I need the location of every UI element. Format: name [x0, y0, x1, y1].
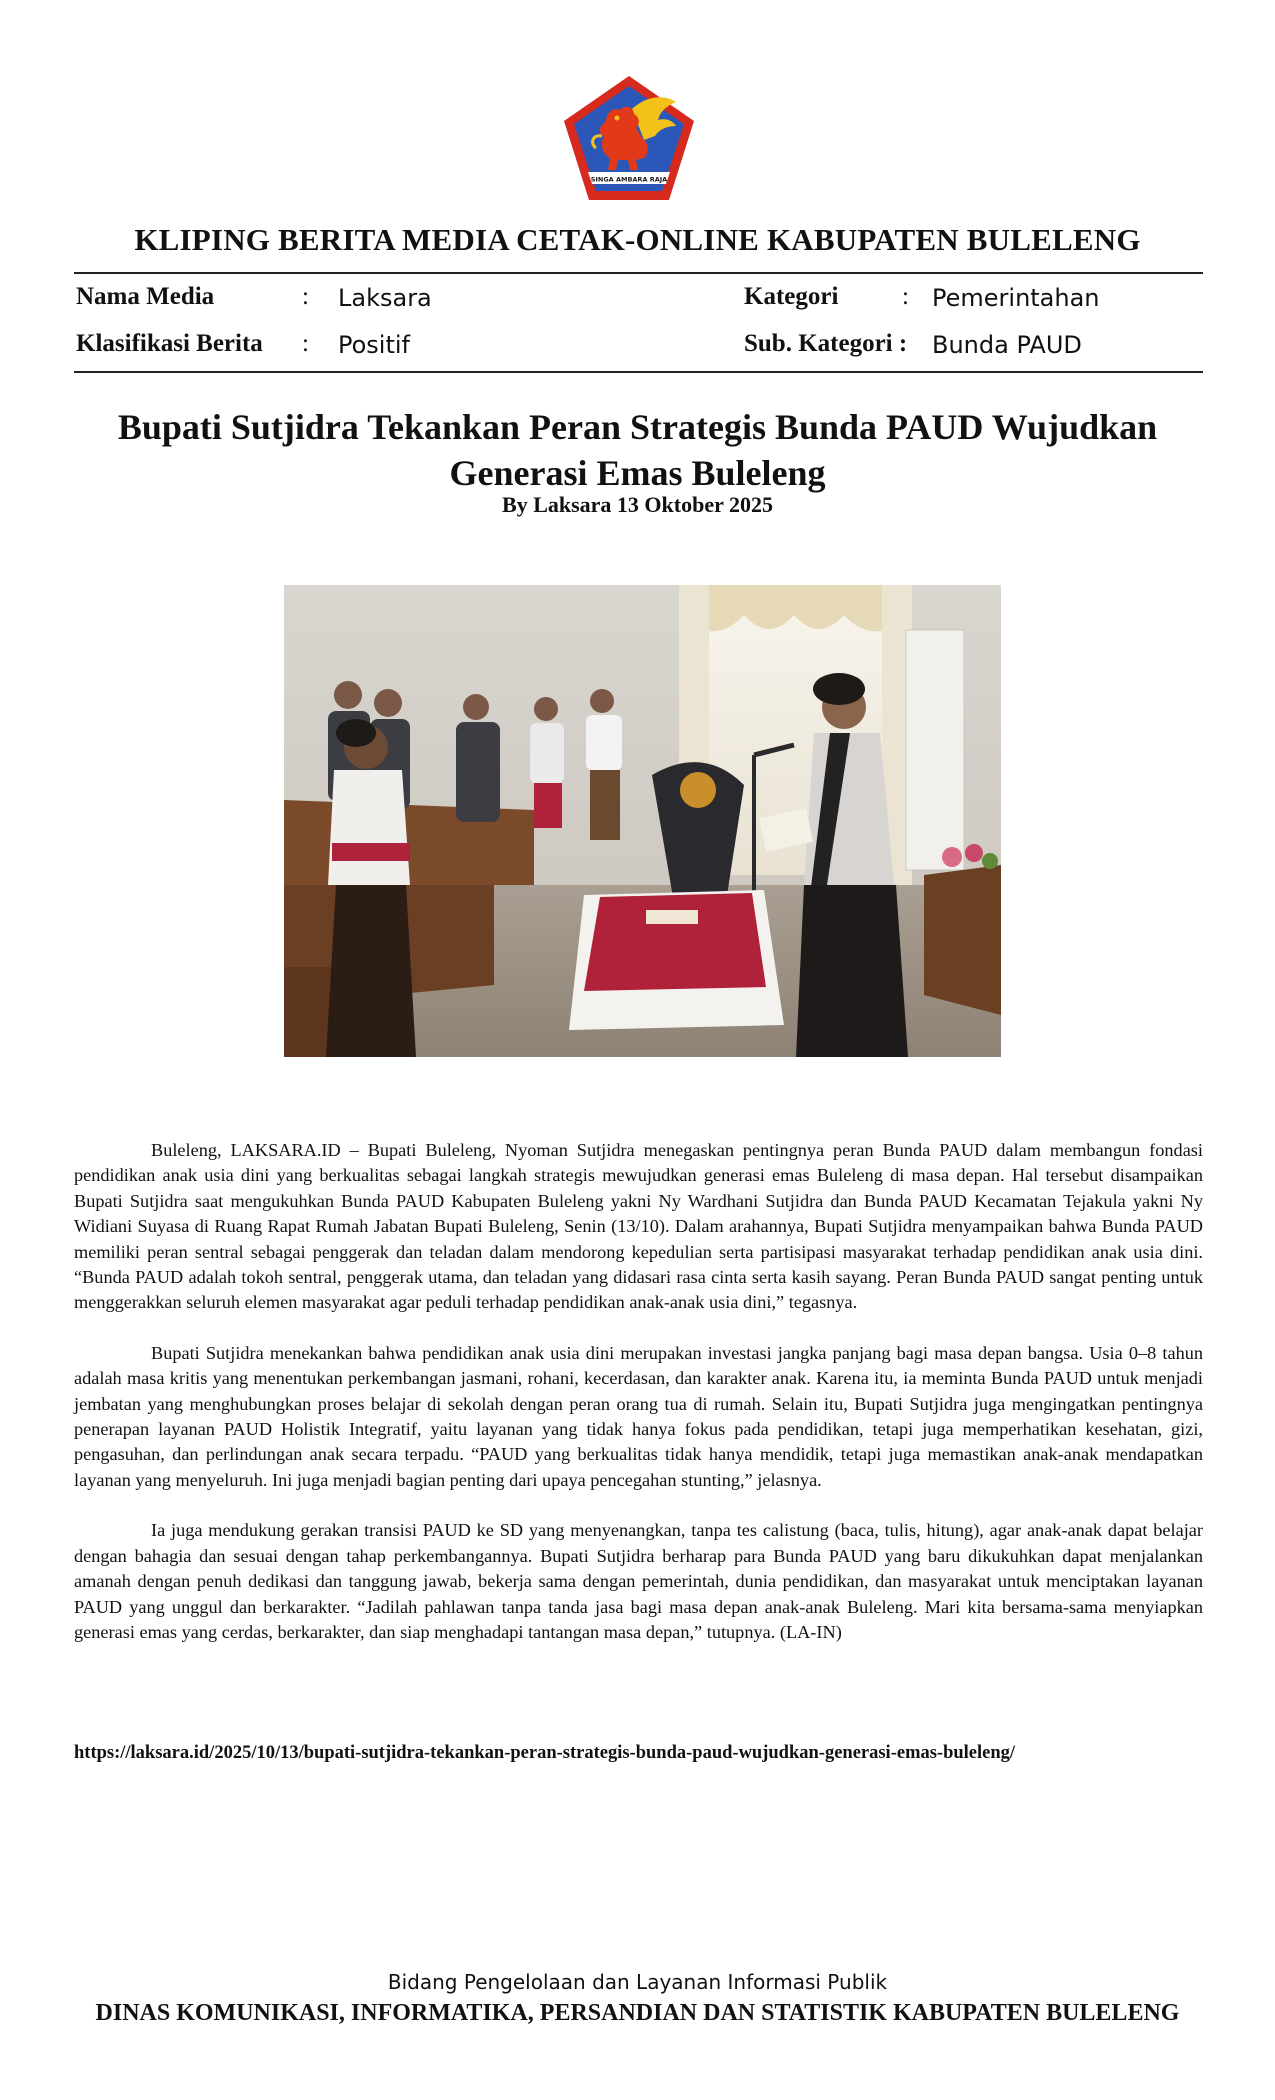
- subkategori-value: Bunda PAUD: [932, 331, 1082, 359]
- kategori-value: Pemerintahan: [932, 284, 1100, 312]
- logo-motto: SINGA AMBARA RAJA: [590, 175, 668, 184]
- kategori-label: Kategori: [744, 283, 839, 310]
- inauguration-photo: [284, 585, 1001, 1057]
- media-value: Laksara: [338, 284, 432, 312]
- footer-division: Bidang Pengelolaan dan Layanan Informasi Publik: [387, 1970, 888, 1994]
- kategori-colon: :: [902, 283, 909, 310]
- clipping-title: KLIPING BERITA MEDIA CETAK-ONLINE KABUPATEN BULELENG: [134, 222, 1141, 257]
- article-paragraph: Ia juga mendukung gerakan transisi PAUD ke SD yang menyenangkan, tanpa tes calistung (baca, tulis, hitung), agar anak-anak dapat belajar dengan bahagia dan sesuai dengan tahap perkembangannya. Bupati Sutjidra berharap para Bunda PAUD yang baru dikukuhkan dapat menjalankan amanah dengan penuh dedikasi dan tanggung jawab, bekerja sama dengan pemerintah, dunia pendidikan, dan masyarakat untuk menciptakan layanan PAUD yang unggul dan berkarakter. “Jadilah pahlawan tanpa tanda jasa bagi masa depan anak-anak Buleleng. Mari kita bersama-sama menyiapkan generasi emas yang cerdas, berkarakter, dan siap menghadapi tantangan masa depan,” tutupnya. (LA-IN): [74, 1520, 1203, 1642]
- article-body: [74, 1138, 1203, 1670]
- media-colon: :: [302, 283, 309, 310]
- article-paragraph: Bupati Sutjidra menekankan bahwa pendidikan anak usia dini merupakan investasi jangka panjang bagi masa depan bangsa. Usia 0–8 tahun adalah masa kritis yang menentukan perkembangan jasmani, rohani, kecerdasan, dan karakter anak. Karena itu, ia meminta Bunda PAUD untuk menjadi jembatan yang menghubungkan proses belajar di sekolah dengan peran orang tua di rumah. Selain itu, Bupati Sutjidra juga mengingatkan pentingnya penerapan layanan PAUD Holistik Integratif, yaitu layanan yang tidak hanya fokus pada pendidikan, tetapi juga memperhatikan kesehatan, gizi, pengasuhan, dan perlindungan anak secara terpadu. “PAUD yang berkualitas tidak hanya mendidik, tetapi juga memastikan anak-anak mendapatkan layanan yang menyeluruh. Ini juga menjadi bagian penting dari upaya pencegahan stunting,” jelasnya.: [74, 1342, 1203, 1490]
- header-rule-top: [74, 272, 1203, 274]
- article-headline: Bupati Sutjidra Tekankan Peran Strategis Bunda PAUD Wujudkan Generasi Emas Buleleng: [117, 407, 1158, 493]
- klasifikasi-colon: :: [302, 330, 309, 357]
- source-url-link[interactable]: https://laksara.id/2025/10/13/bupati-sutjidra-tekankan-peran-strategis-bunda-paud-wujudkan-generasi-emas-buleleng/: [74, 1743, 1016, 1763]
- buleleng-coat-of-arms-icon: [562, 74, 696, 202]
- media-label: Nama Media: [76, 283, 215, 310]
- subkategori-label: Sub. Kategori :: [744, 330, 908, 357]
- klasifikasi-value: Positif: [338, 331, 410, 359]
- header-rule-bottom: [74, 371, 1203, 373]
- footer-agency: DINAS KOMUNIKASI, INFORMATIKA, PERSANDIAN DAN STATISTIK KABUPATEN BULELENG: [95, 2000, 1180, 2026]
- klasifikasi-label: Klasifikasi Berita: [76, 330, 263, 357]
- article-paragraph: Buleleng, LAKSARA.ID – Bupati Buleleng, Nyoman Sutjidra menegaskan pentingnya peran Bunda PAUD dalam membangun fondasi pendidikan anak usia dini yang berkualitas sebagai langkah strategis mewujudkan generasi emas Buleleng di masa depan. Hal tersebut disampaikan Bupati Sutjidra saat mengukuhkan Bunda PAUD Kabupaten Buleleng yakni Ny Wardhani Sutjidra dan Bunda PAUD Kecamatan Tejakula yakni Ny Widiani Suyasa di Ruang Rapat Rumah Jabatan Bupati Buleleng, Senin (13/10). Dalam arahannya, Bupati Sutjidra menyampaikan bahwa Bunda PAUD memiliki peran sentral sebagai penggerak dan teladan dalam mendorong kepedulian serta partisipasi masyarakat terhadap pendidikan anak usia dini. “Bunda PAUD adalah tokoh sentral, penggerak utama, dan teladan yang didasari rasa cinta serta kasih sayang. Peran Bunda PAUD sangat penting untuk menggerakkan seluruh elemen masyarakat agar peduli terhadap pendidikan anak-anak usia dini,” tegasnya.: [74, 1140, 1203, 1313]
- article-byline: By Laksara 13 Oktober 2025: [502, 492, 773, 517]
